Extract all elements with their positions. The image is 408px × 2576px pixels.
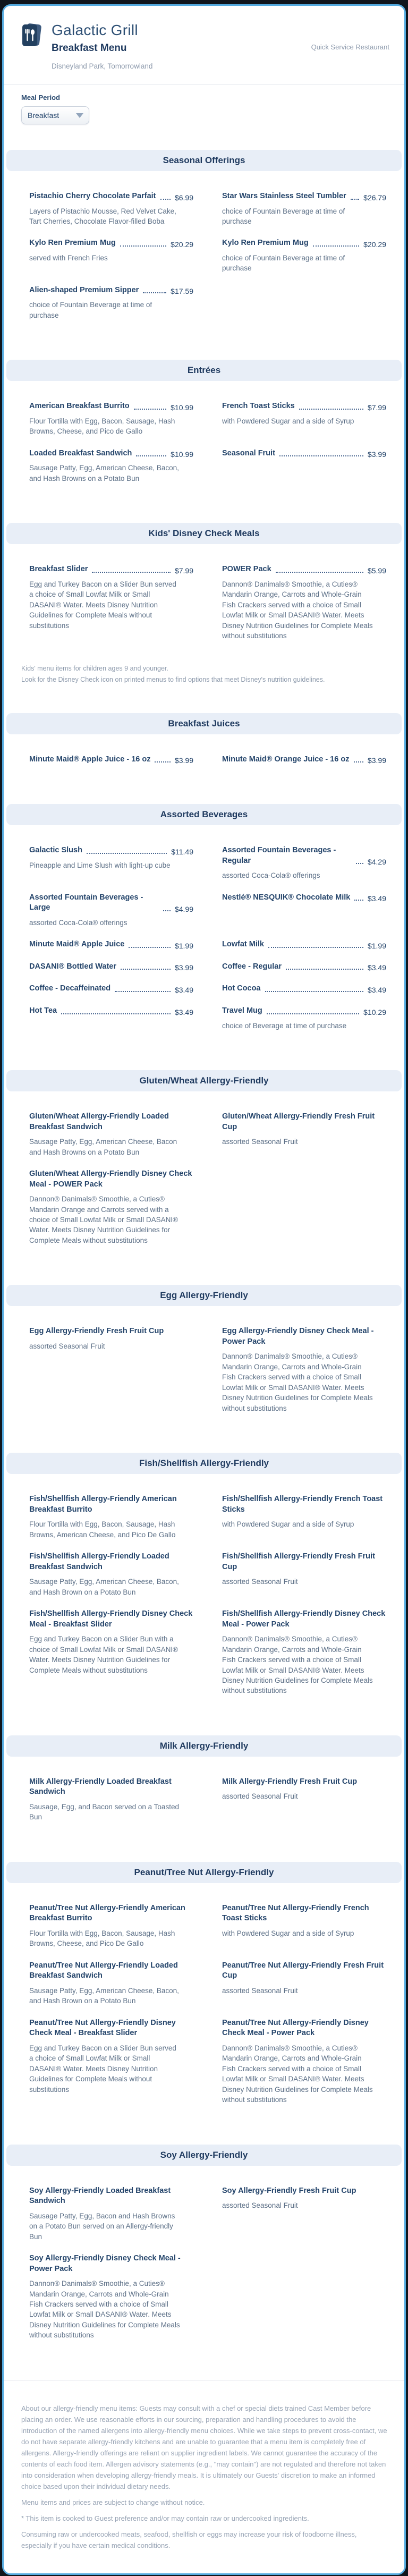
item-description: assorted Seasonal Fruit — [29, 1342, 105, 1350]
item-description: served with French Fries — [29, 254, 108, 262]
menu-item — [29, 448, 193, 484]
item-name: Peanut/Tree Nut Allergy-Friendly Fresh Fruit Cup — [222, 1961, 384, 1980]
item-title-row — [29, 1961, 193, 1981]
section-header: Gluten/Wheat Allergy-Friendly — [6, 1070, 402, 1091]
item-description: Sausage Patty, Egg, American Cheese, Bacon, and Hash Brown on a Potato Bun — [29, 1986, 179, 2005]
item-title-row — [29, 939, 193, 950]
section-items — [4, 1474, 404, 1722]
section-items — [4, 381, 404, 509]
menu-item — [222, 191, 386, 226]
item-description: choice of Fountain Beverage at time of purchase — [222, 207, 345, 225]
footer-note: Consuming raw or undercooked meats, seafood, shellfish or eggs may increase your risk of foodborne illness, especially if you have certain medical conditions. — [21, 2530, 357, 2550]
item-title-row — [222, 755, 386, 765]
item-name: Kylo Ren Premium Mug — [222, 239, 309, 248]
service-type-label: Quick Service Restaurant — [311, 43, 389, 51]
item-name: Pistachio Cherry Chocolate Parfait — [29, 192, 156, 200]
menu-item — [29, 2186, 193, 2242]
meal-period-select[interactable] — [21, 106, 89, 124]
footer-note: About our allergy-friendly menu items: Guests may consult with a chef or special diets trained Cast Member before placing an order. We use reasonable efforts in our sourcing, preparation and handling procedures to avoid the introduction of the named allergens into allergy-friendly menu choices. While we take steps to prevent cross-contact, we do not have separate allergy-friendly kitchens and are unable to guarantee that a menu item is completely free of allergens. Allergy-friendly offerings are reliant on supplier ingredient labels. We cannot guarantee the accuracy of the contents of each food item. Allergen advisory statements (e.g., "may contain") are not regulated and therefore not taken into consideration when developing allergy-friendly meals. It is ultimately our Guests' discretion to make an informed choice based upon their individual dietary needs. — [21, 2404, 387, 2491]
item-name: POWER Pack — [222, 565, 271, 574]
section-items — [4, 2166, 404, 2366]
menu-item — [29, 893, 193, 928]
item-title-row — [222, 238, 386, 249]
item-name: Minute Maid® Orange Juice - 16 oz — [222, 755, 350, 764]
dot-leader — [129, 947, 171, 948]
section-items — [4, 1883, 404, 2131]
item-price: $3.99 — [367, 756, 386, 765]
item-name: Soy Allergy-Friendly Loaded Breakfast Sandwich — [29, 2186, 171, 2206]
item-title-row — [222, 401, 386, 412]
chevron-down-icon — [76, 113, 83, 118]
item-title-row — [29, 962, 193, 972]
item-price: $5.99 — [367, 566, 386, 575]
menu-item — [222, 401, 386, 436]
menu-item — [29, 238, 193, 273]
item-description: choice of Fountain Beverage at time of purchase — [29, 301, 152, 319]
menu-item — [29, 1112, 193, 1157]
item-name: Kylo Ren Premium Mug — [29, 239, 116, 248]
item-name: Gluten/Wheat Allergy-Friendly Fresh Fruit Cup — [222, 1112, 375, 1131]
item-title-row — [29, 1552, 193, 1572]
item-title-row — [222, 1112, 386, 1132]
item-price: $20.29 — [363, 240, 386, 249]
menu-item — [29, 2018, 193, 2105]
dot-leader — [120, 245, 166, 247]
dot-leader — [143, 292, 166, 293]
item-name: Peanut/Tree Nut Allergy-Friendly Disney Check Meal - Power Pack — [222, 2018, 369, 2038]
menu-item — [29, 1903, 193, 1949]
item-title-row — [29, 1169, 193, 1190]
item-description: assorted Seasonal Fruit — [222, 1986, 298, 1995]
item-name: Assorted Fountain Beverages - Regular — [222, 846, 336, 865]
item-description: Sausage Patty, Egg, American Cheese, Bacon and Hash Browns on a Potato Bun — [29, 1138, 177, 1156]
item-name: DASANI® Bottled Water — [29, 962, 117, 971]
item-price: $4.99 — [174, 904, 193, 913]
menu-item — [222, 238, 386, 273]
item-price: $3.99 — [174, 756, 193, 765]
menu-item — [222, 1112, 386, 1157]
item-title-row — [29, 448, 193, 459]
item-name: Star Wars Stainless Steel Tumbler — [222, 192, 346, 200]
item-name: Galactic Slush — [29, 846, 82, 855]
menu-sections — [4, 136, 404, 2366]
page-header — [4, 6, 404, 84]
menu-item — [29, 962, 193, 972]
dot-leader — [268, 947, 363, 948]
item-name: Peanut/Tree Nut Allergy-Friendly American Breakfast Burrito — [29, 1903, 185, 1923]
item-name: Gluten/Wheat Allergy-Friendly Loaded Breakfast Sandwich — [29, 1112, 169, 1131]
item-name: Alien-shaped Premium Sipper — [29, 285, 139, 294]
item-name: Fish/Shellfish Allergy-Friendly Fresh Fruit Cup — [222, 1552, 375, 1571]
item-title-row — [222, 1903, 386, 1924]
item-title-row — [222, 1961, 386, 1981]
item-price: $10.99 — [171, 450, 193, 459]
dot-leader — [160, 199, 171, 200]
menu-item — [29, 984, 193, 994]
item-title-row — [222, 448, 386, 459]
dot-leader — [61, 1013, 171, 1014]
menu-item — [222, 2018, 386, 2105]
dot-leader — [115, 991, 171, 992]
item-description: Flour Tortilla with Egg, Bacon, Sausage, Hash Browns, American Cheese, and Pico De Gallo — [29, 1520, 176, 1539]
item-price: $26.79 — [363, 193, 386, 202]
dot-leader — [121, 969, 171, 970]
item-title-row — [222, 191, 386, 202]
item-title-row — [29, 1777, 193, 1798]
menu-item — [222, 1609, 386, 1696]
item-title-row — [29, 564, 193, 575]
item-name: Hot Cocoa — [222, 984, 261, 993]
section-items — [4, 734, 404, 791]
item-name: Fish/Shellfish Allergy-Friendly Loaded Breakfast Sandwich — [29, 1552, 169, 1571]
item-price: $20.29 — [171, 240, 193, 249]
menu-item — [222, 564, 386, 641]
dot-leader — [354, 900, 363, 901]
item-price: $3.49 — [174, 986, 193, 994]
dot-leader — [163, 910, 171, 911]
menu-item — [29, 1552, 193, 1597]
dot-leader — [267, 1013, 359, 1014]
item-name: Fish/Shellfish Allergy-Friendly Disney Check Meal - Power Pack — [222, 1609, 386, 1629]
item-description: assorted Coca-Cola® offerings — [222, 871, 320, 880]
item-price: $4.29 — [367, 858, 386, 867]
item-name: Minute Maid® Apple Juice — [29, 940, 125, 949]
item-title-row — [29, 1006, 193, 1016]
item-title-row — [29, 1609, 193, 1630]
item-name: Loaded Breakfast Sandwich — [29, 448, 132, 457]
item-price: $3.99 — [174, 963, 193, 972]
section-items — [4, 825, 404, 1056]
menu-item — [29, 1326, 193, 1413]
menu-item — [222, 448, 386, 484]
menu-card — [2, 4, 406, 2575]
menu-item — [29, 191, 193, 226]
dot-leader — [286, 969, 363, 970]
item-name: Egg Allergy-Friendly Disney Check Meal - Power Pack — [222, 1327, 374, 1346]
item-name: Breakfast Slider — [29, 565, 88, 574]
menu-item — [29, 1777, 193, 1823]
item-name: Gluten/Wheat Allergy-Friendly Disney Check Meal - POWER Pack — [29, 1170, 192, 1189]
item-title-row — [222, 2186, 386, 2197]
item-price: $17.59 — [171, 287, 193, 296]
item-name: Fish/Shellfish Allergy-Friendly French Toast Sticks — [222, 1495, 383, 1514]
menu-item — [29, 1494, 193, 1540]
item-title-row — [29, 845, 193, 856]
item-title-row — [29, 238, 193, 249]
section-header: Kids' Disney Check Meals — [6, 523, 402, 544]
item-title-row — [29, 2253, 193, 2274]
menu-item — [222, 962, 386, 972]
footer-disclaimers — [4, 2380, 404, 2574]
menu-title: Breakfast Menu — [52, 43, 127, 54]
item-price: $3.49 — [367, 963, 386, 972]
menu-item — [222, 1961, 386, 2006]
item-description: Sausage Patty, Egg, Bacon and Hash Browns on a Potato Bun served on an Allergy-friendly Bun — [29, 2211, 175, 2241]
item-name: Fish/Shellfish Allergy-Friendly American Breakfast Burrito — [29, 1495, 177, 1514]
item-title-row — [29, 401, 193, 412]
item-description: choice of Beverage at time of purchase — [222, 1021, 347, 1030]
section-header: Peanut/Tree Nut Allergy-Friendly — [6, 1862, 402, 1883]
item-name: Assorted Fountain Beverages - Large — [29, 893, 143, 912]
section-items — [4, 1091, 404, 1271]
meal-period-block — [4, 84, 404, 136]
menu-item — [29, 564, 193, 641]
item-name: Coffee - Regular — [222, 962, 282, 971]
item-description: assorted Seasonal Fruit — [222, 1138, 298, 1146]
dot-leader — [356, 863, 363, 864]
item-price: $10.29 — [363, 1007, 386, 1016]
item-description: assorted Seasonal Fruit — [222, 1792, 298, 1801]
item-description: Dannon® Danimals® Smoothie, a Cuties® Mandarin Orange, Carrots and Whole-Grain Fish Crackers served with a choice of Small Lowfat Milk or Small DASANI® Water. Meets Disney Nutrition Guidelines for Complete Meals without substitutions — [222, 1635, 373, 1695]
item-description: with Powdered Sugar and a side of Syrup — [222, 1520, 354, 1529]
item-name: Travel Mug — [222, 1006, 262, 1015]
item-name: Egg Allergy-Friendly Fresh Fruit Cup — [29, 1327, 164, 1336]
item-description: Dannon® Danimals® Smoothie, a Cuties® Mandarin Orange and Carrots served with a choice of Small Lowfat Milk or Small DASANI® Water. Meets Disney Nutrition Guidelines for Complete Meals without substitutions — [29, 1195, 178, 1244]
item-price: $3.99 — [367, 450, 386, 459]
section-header: Seasonal Offerings — [6, 150, 402, 171]
meal-period-label: Meal Period — [21, 94, 60, 101]
item-price: $10.99 — [171, 403, 193, 412]
item-description: Dannon® Danimals® Smoothie, a Cuties® Mandarin Orange, Carrots and Whole-Grain Fish Crackers served with a choice of Small Lowfat Milk or Small DASANI® Water. Meets Disney Nutrition Guidelines for Complete Meals without substitutions — [222, 1352, 373, 1412]
item-description: Pineapple and Lime Slush with light-up cube — [29, 861, 171, 869]
section-note: Kids' menu items for children ages 9 and younger. — [21, 665, 168, 673]
item-title-row — [29, 285, 193, 296]
dot-leader — [136, 455, 166, 456]
item-description: Sausage, Egg, and Bacon served on a Toasted Bun — [29, 1802, 179, 1821]
item-name: Soy Allergy-Friendly Fresh Fruit Cup — [222, 2186, 356, 2195]
item-name: Nestlé® NESQUIK® Chocolate Milk — [222, 893, 351, 902]
item-title-row — [222, 845, 386, 866]
item-title-row — [222, 564, 386, 575]
item-name: Milk Allergy-Friendly Loaded Breakfast Sandwich — [29, 1777, 172, 1797]
section-header: Assorted Beverages — [6, 804, 402, 825]
item-title-row — [222, 893, 386, 903]
restaurant-name: Galactic Grill — [52, 22, 138, 38]
dot-leader — [351, 199, 359, 200]
dot-leader — [155, 761, 170, 762]
item-description: Dannon® Danimals® Smoothie, a Cuties® Mandarin Orange, Carrots and Whole-Grain Fish Crackers served with a choice of Small Lowfat Milk or Small DASANI® Water. Meets Disney Nutrition Guidelines for Complete Meals without substitutions — [222, 580, 373, 640]
item-description: with Powdered Sugar and a side of Syrup — [222, 417, 354, 425]
menu-item — [222, 755, 386, 765]
item-title-row — [29, 191, 193, 202]
item-description: assorted Seasonal Fruit — [222, 1578, 298, 1586]
item-name: Minute Maid® Apple Juice - 16 oz — [29, 755, 151, 764]
item-title-row — [222, 962, 386, 972]
dot-leader — [313, 245, 359, 247]
item-title-row — [29, 984, 193, 994]
location: Disneyland Park, Tomorrowland — [52, 62, 153, 70]
item-price: $3.49 — [174, 1007, 193, 1016]
menu-item — [29, 1609, 193, 1696]
item-description: assorted Seasonal Fruit — [222, 2201, 298, 2210]
section-header: Soy Allergy-Friendly — [6, 2145, 402, 2166]
item-title-row — [29, 1112, 193, 1132]
dot-leader — [299, 409, 363, 410]
item-description: Sausage Patty, Egg, American Cheese, Bacon, and Hash Browns on a Potato Bun — [29, 464, 179, 482]
item-title-row — [222, 2018, 386, 2039]
item-description: Flour Tortilla with Egg, Bacon, Sausage, Hash Browns, Cheese, and Pico De Gallo — [29, 1929, 175, 1948]
section-header: Fish/Shellfish Allergy-Friendly — [6, 1453, 402, 1474]
menu-item — [29, 285, 193, 320]
section-header: Milk Allergy-Friendly — [6, 1735, 402, 1757]
meal-period-selected-value: Breakfast — [28, 111, 60, 120]
menu-book-icon — [21, 23, 42, 47]
item-name: French Toast Sticks — [222, 402, 295, 411]
dot-leader — [354, 761, 363, 762]
item-price: $11.49 — [171, 847, 193, 856]
item-title-row — [222, 1006, 386, 1016]
item-title-row — [222, 1326, 386, 1347]
section-header: Entrées — [6, 360, 402, 381]
menu-item — [29, 939, 193, 950]
menu-item — [222, 845, 386, 881]
menu-item — [222, 1777, 386, 1823]
dot-leader — [134, 409, 167, 410]
item-name: Lowfat Milk — [222, 940, 264, 949]
section-items — [4, 1306, 404, 1439]
menu-item — [222, 984, 386, 994]
item-name: Peanut/Tree Nut Allergy-Friendly French Toast Sticks — [222, 1903, 369, 1923]
menu-item — [29, 845, 193, 881]
menu-item — [222, 1552, 386, 1597]
item-description: choice of Fountain Beverage at time of purchase — [222, 254, 345, 273]
item-title-row — [222, 1777, 386, 1787]
item-name: Coffee - Decaffeinated — [29, 984, 111, 993]
dot-leader — [279, 455, 363, 456]
menu-item — [29, 1961, 193, 2006]
menu-item — [222, 939, 386, 950]
menu-item — [29, 401, 193, 436]
item-title-row — [29, 2186, 193, 2207]
item-name: Peanut/Tree Nut Allergy-Friendly Disney Check Meal - Breakfast Slider — [29, 2018, 176, 2038]
item-price: $7.99 — [174, 566, 193, 575]
section-items — [4, 1757, 404, 1848]
item-title-row — [29, 1903, 193, 1924]
item-title-row — [222, 1552, 386, 1572]
menu-item — [29, 1169, 193, 1245]
menu-item — [222, 1494, 386, 1540]
item-name: American Breakfast Burrito — [29, 402, 130, 411]
item-title-row — [222, 939, 386, 950]
item-name: Seasonal Fruit — [222, 448, 275, 457]
item-description: with Powdered Sugar and a side of Syrup — [222, 1929, 354, 1937]
item-name: Fish/Shellfish Allergy-Friendly Disney Check Meal - Breakfast Slider — [29, 1609, 193, 1629]
footer-note: * This item is cooked to Guest preference and/or may contain raw or undercooked ingredients. — [21, 2514, 309, 2523]
item-title-row — [222, 1609, 386, 1630]
item-description: Layers of Pistachio Mousse, Red Velvet Cake, Tart Cherries, Chocolate Flavor-filled Boba — [29, 207, 176, 225]
item-title-row — [222, 1494, 386, 1515]
item-title-row — [222, 984, 386, 994]
item-name: Milk Allergy-Friendly Fresh Fruit Cup — [222, 1777, 358, 1786]
item-description: Flour Tortilla with Egg, Bacon, Sausage, Hash Browns, Cheese, and Pico de Gallo — [29, 417, 175, 436]
item-description: Egg and Turkey Bacon on a Slider Bun served a choice of Small Lowfat Milk or Small DASANI® Water. Meets Disney Nutrition Guidelines for Complete Meals without substitutions — [29, 580, 176, 630]
menu-item — [222, 1326, 386, 1413]
item-name: Soy Allergy-Friendly Disney Check Meal - Power Pack — [29, 2254, 181, 2273]
item-description: Sausage Patty, Egg, American Cheese, Bacon, and Hash Brown on a Potato Bun — [29, 1578, 179, 1596]
item-price: $6.99 — [174, 193, 193, 202]
dot-leader — [265, 991, 363, 992]
item-price: $1.99 — [367, 941, 386, 950]
item-price: $1.99 — [174, 941, 193, 950]
item-title-row — [29, 755, 193, 765]
item-title-row — [29, 893, 193, 913]
dot-leader — [276, 572, 363, 573]
dot-leader — [87, 853, 167, 854]
item-price: $3.49 — [367, 986, 386, 994]
item-price: $3.49 — [367, 894, 386, 903]
menu-item — [222, 1006, 386, 1031]
item-description: assorted Coca-Cola® offerings — [29, 918, 128, 927]
section-note: Look for the Disney Check icon on printed menus to find options that meet Disney's nutrition guidelines. — [21, 676, 325, 683]
menu-item — [29, 2253, 193, 2341]
section-notes — [4, 663, 404, 699]
dot-leader — [92, 572, 171, 573]
item-price: $7.99 — [367, 403, 386, 412]
item-description: Dannon® Danimals® Smoothie, a Cuties® Mandarin Orange, Carrots and Whole-Grain Fish Crackers served with a choice of Small Lowfat Milk or Small DASANI® Water. Meets Disney Nutrition Guidelines for Complete Meals without substitutions — [29, 2280, 180, 2340]
menu-item — [29, 1006, 193, 1031]
item-name: Hot Tea — [29, 1006, 57, 1015]
footer-note: Menu items and prices are subject to change without notice. — [21, 2498, 205, 2507]
menu-item — [222, 1903, 386, 1949]
section-header: Breakfast Juices — [6, 713, 402, 734]
item-description: Egg and Turkey Bacon on a Slider Bun with a choice of Small Lowfat Milk or Small DASANI® Water. Meets Disney Nutrition Guidelines for Complete Meals without substitutions — [29, 1635, 178, 1674]
menu-item — [29, 755, 193, 765]
section-items — [4, 171, 404, 346]
menu-item — [222, 2186, 386, 2242]
section-header: Egg Allergy-Friendly — [6, 1285, 402, 1306]
item-title-row — [29, 1494, 193, 1515]
item-title-row — [29, 2018, 193, 2039]
menu-item — [222, 893, 386, 928]
item-description: Dannon® Danimals® Smoothie, a Cuties® Mandarin Orange, Carrots and Whole-Grain Fish Crackers served with a choice of Small Lowfat Milk or Small DASANI® Water. Meets Disney Nutrition Guidelines for Complete Meals without substitutions — [222, 2044, 373, 2104]
item-name: Peanut/Tree Nut Allergy-Friendly Loaded Breakfast Sandwich — [29, 1961, 178, 1980]
section-items — [4, 544, 404, 666]
item-title-row — [29, 1326, 193, 1337]
item-description: Egg and Turkey Bacon on a Slider Bun served a choice of Small Lowfat Milk or Small DASANI® Water. Meets Disney Nutrition Guidelines for Complete Meals without substitutions — [29, 2044, 176, 2094]
